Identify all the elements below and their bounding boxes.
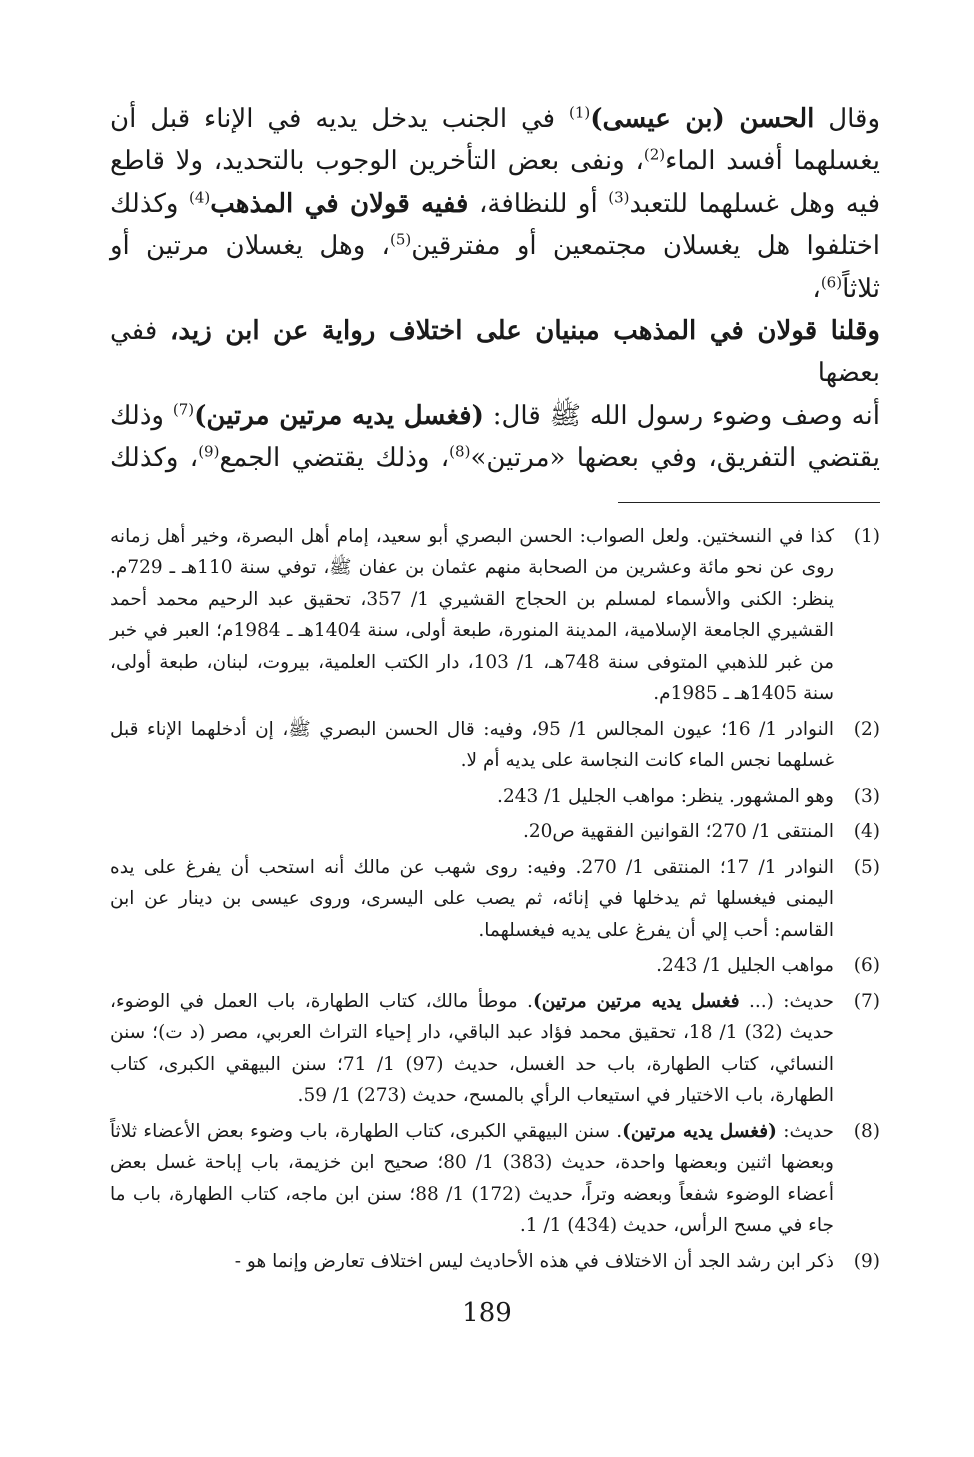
footnote-text: النوادر 1/ 16؛ عيون المجالس 1/ 95، وفيه: قال الحسن البصري ﷺ، إن أدخلهما الإناء قبل غسلهما نجس الماء كانت النجاسة على يديه أم لا. [110, 718, 834, 772]
footnote-number: (6) [853, 955, 880, 977]
footnote-number: (7) [853, 990, 880, 1012]
footnote [110, 816, 880, 848]
footnote [110, 781, 880, 813]
page-number: 189 [462, 1298, 512, 1328]
footnote-text: المنتقى 1/ 270؛ القوانين الفقهية ص20. [522, 821, 834, 843]
body-line: اختلفوا هل يغسلان مجتمعين أو مفترقين$^{(5)}$، وهل يغسلان مرتين أو ثلاثاً$^{(6)}$، [110, 230, 880, 304]
footnote-text: مواهب الجليل 1/ 243. [656, 955, 834, 977]
body-line: أنه وصف وضوء رسول الله ﷺ قال: (فغسل يديه مرتين مرتين)$^{(7)}$ وذلك [110, 400, 881, 431]
footnote [110, 986, 880, 1112]
footnote [110, 1246, 880, 1278]
footnote-number: (2) [853, 718, 880, 740]
body-line: وقلنا قولان في المذهب مبنيان على اختلاف رواية عن ابن زيد، ففي بعضها [110, 316, 880, 389]
footnote [110, 950, 880, 982]
footnote-text: وهو المشهور. ينظر: مواهب الجليل 1/ 243. [497, 785, 834, 807]
page-content [110, 98, 880, 1398]
footnote [110, 521, 880, 710]
body-line: يقتضي التفريق، وفي بعضها «مرتين»$^{(8)}$، وذلك يقتضي الجمع$^{(9)}$، وكذلك [110, 442, 881, 474]
footnote-text: حديث: (... فغسل يديه مرتين مرتين). موطأ مالك، كتاب الطهارة، باب العمل في الوضوء، حديث (32) 1/ 18، تحقيق محمد فؤاد عبد الباقي، دار إحياء التراث العربي، مصر (د ت)؛ سنن النسائي، كتاب الطهارة، باب حد الغسل، حديث (97) 1/ 71؛ سنن البيهقي الكبرى، كتاب الطهارة، باب الاختيار في استيعاب الرأي بالمسح، حديث (273) 1/ 59. [110, 990, 834, 1107]
footnote-number: (5) [853, 856, 880, 878]
footnote-number: (4) [853, 821, 880, 843]
footnote-separator [618, 502, 880, 503]
main-text [110, 98, 880, 480]
footnote-number: (9) [853, 1250, 880, 1272]
footnote [110, 714, 880, 777]
footnote-text: حديث: (فغسل يديه مرتين). سنن البيهقي الكبرى، كتاب الطهارة، باب وضوء بعض الأعضاء ثلاثاً وبعضها اثنين وبعضها واحدة، حديث (383) 1/ 80؛ صحيح ابن خزيمة، باب إباحة غسل بعض أعضاء الوضوء شفعاً وبعضه وتراً، حديث (172) 1/ 88؛ سنن ابن ماجه، كتاب الطهارة، باب ما جاء في مسح الرأس، حديث (434) 1/ 1. [110, 1120, 834, 1237]
body-line: يغسلهما أفسد الماء$^{(2)}$، ونفى بعض التأخرين الوجوب بالتحديد، ولا قاطع [110, 145, 880, 177]
footnote-text: كذا في النسختين. ولعل الصواب: الحسن البصري أبو سعيد، إمام أهل البصرة، وخير أهل زمانه روى عن نحو مائة وعشرين من الصحابة منهم عثمان بن عفان ﷺ، توفي سنة 110هـ ـ 729م. ينظر: الكنى والأسماء لمسلم بن الحجاج القشيري 1/ 357، تحقيق عبد الرحيم محمد أحمد القشيري الجامعة الإسلامية، المدينة المنورة، طبعة أولى، سنة 1404هـ ـ 1984م؛ العبر في خبر من غبر للذهبي المتوفى سنة 748هـ، 1/ 103، دار الكتب العلمية، بيروت، لبنان، طبعة أولى، سنة 1405هـ ـ 1985م. [110, 525, 834, 705]
footnotes [110, 521, 880, 1278]
footnote [110, 852, 880, 947]
footnote-number: (3) [853, 785, 880, 807]
footnote-number: (1) [853, 525, 880, 547]
footnote-text: النوادر 1/ 17؛ المنتقى 1/ 270. وفيه: روى شهب عن مالك أنه استحب أن يفرغ على يده اليمنى فيغسلها ثم يدخلها في إنائه، ثم يصب على اليسرى، وروى عيسى بن دينار عن ابن القاسم: أحب إلي أن يفرغ على يديه فيغسلهما. [110, 856, 835, 941]
body-line: فيه وهل غسلهما للتعبد$^{(3)}$ أو للنظافة، ففيه قولان في المذهب$^{(4)}$ وكذلك [110, 188, 880, 219]
footnote [110, 1116, 880, 1242]
footnote-text: ذكر ابن رشد الجد أن الاختلاف في هذه الأحاديث ليس اختلاف تعارض وإنما هو - [234, 1250, 834, 1272]
body-line: وقال الحسن (بن عيسى)$^{(1)}$ في الجنب يدخل يديه في الإناء قبل أن [110, 103, 881, 134]
footnote-number: (8) [853, 1120, 880, 1142]
